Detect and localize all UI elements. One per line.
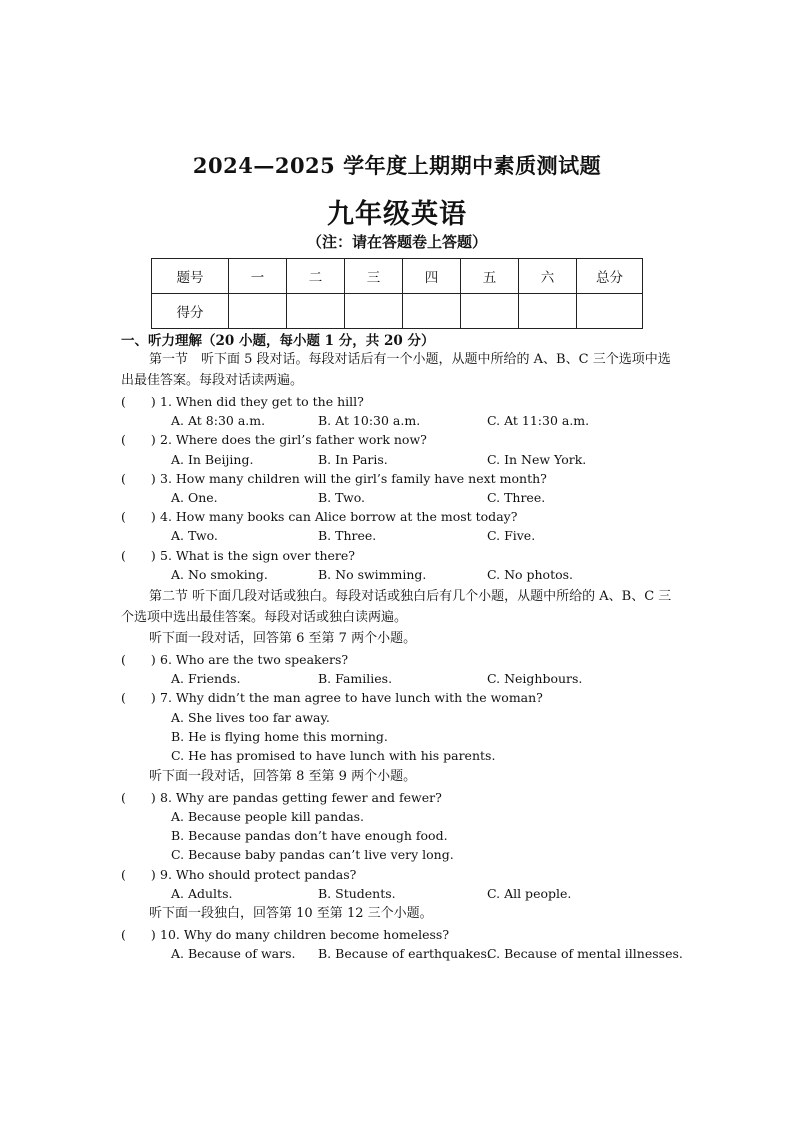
part1-intro: 第一节 听下面 5 段对话。每段对话后有一个小题，从题中所给的 A、B、C 三个选项中选出最佳答案。每段对话读两遍。 bbox=[121, 352, 671, 388]
subject-title: 九年级英语 bbox=[327, 199, 467, 230]
question-stem: 7. Why didn’t the man agree to have lunch with the woman? bbox=[160, 690, 543, 705]
option-a: A. At 8:30 a.m. bbox=[171, 413, 266, 428]
score-cell[interactable] bbox=[519, 294, 577, 329]
option-a: A. Because of wars. bbox=[171, 946, 296, 961]
option-a: A. Adults. bbox=[171, 886, 233, 901]
score-table bbox=[151, 258, 643, 329]
option-a: A. In Beijing. bbox=[171, 452, 254, 467]
score-cell[interactable] bbox=[403, 294, 461, 329]
question-stem: 2. Where does the girl’s father work now? bbox=[160, 432, 427, 447]
option-b: B. Because pandas don’t have enough food. bbox=[171, 828, 448, 843]
option-b: B. No swimming. bbox=[318, 567, 427, 582]
answer-note: （注：请在答题卷上答题） bbox=[306, 233, 487, 251]
option-b: B. Two. bbox=[318, 490, 366, 505]
answer-blank[interactable]: ( ) bbox=[121, 652, 156, 667]
part2-intro: 第二节 听下面几段对话或独白。每段对话或独白后有几个小题，从题中所给的 A、B、C 三个选项中选出最佳答案。每段对话或独白读两遍。 bbox=[121, 589, 672, 625]
option-c: C. At 11:30 a.m. bbox=[487, 413, 590, 428]
score-cell[interactable] bbox=[229, 294, 287, 329]
question-stem: 1. When did they get to the hill? bbox=[160, 394, 364, 409]
dialog-instruction: 听下面一段对话，回答第 6 至第 7 两个小题。 bbox=[149, 631, 417, 646]
option-b: B. Students. bbox=[318, 886, 396, 901]
option-c: C. He has promised to have lunch with his parents. bbox=[171, 748, 496, 763]
option-b: B. He is flying home this morning. bbox=[171, 729, 388, 744]
option-a: A. One. bbox=[171, 490, 218, 505]
dialog-instruction: 听下面一段对话，回答第 8 至第 9 两个小题。 bbox=[149, 769, 417, 784]
score-row-label: 得分 bbox=[152, 294, 229, 329]
score-cell[interactable] bbox=[461, 294, 519, 329]
answer-blank[interactable]: ( ) bbox=[121, 471, 156, 486]
score-cell[interactable] bbox=[577, 294, 643, 329]
answer-blank[interactable]: ( ) bbox=[121, 548, 156, 563]
question-stem: 8. Why are pandas getting fewer and fewer? bbox=[160, 790, 442, 805]
question-stem: 9. Who should protect pandas? bbox=[160, 867, 357, 882]
score-header-cell: 五 bbox=[461, 259, 519, 294]
option-c: C. In New York. bbox=[487, 452, 587, 467]
score-table-row bbox=[152, 294, 643, 329]
option-c: C. Because of mental illnesses. bbox=[487, 946, 683, 961]
score-header-cell: 四 bbox=[403, 259, 461, 294]
option-a: A. Two. bbox=[171, 528, 218, 543]
score-table-header-row bbox=[152, 259, 643, 294]
question-stem: 3. How many children will the girl’s family have next month? bbox=[160, 471, 547, 486]
option-b: B. Families. bbox=[318, 671, 393, 686]
option-a: A. She lives too far away. bbox=[171, 710, 330, 725]
question-stem: 4. How many books can Alice borrow at the most today? bbox=[160, 509, 518, 524]
answer-blank[interactable]: ( ) bbox=[121, 509, 156, 524]
score-header-cell: 总分 bbox=[577, 259, 643, 294]
monologue-instruction: 听下面一段独白，回答第 10 至第 12 三个小题。 bbox=[149, 906, 433, 921]
score-header-cell: 三 bbox=[345, 259, 403, 294]
option-b: B. At 10:30 a.m. bbox=[318, 413, 421, 428]
score-header-cell: 题号 bbox=[152, 259, 229, 294]
option-c: C. Because baby pandas can’t live very long. bbox=[171, 847, 454, 862]
option-c: C. Neighbours. bbox=[487, 671, 583, 686]
section-title: 一、听力理解（20 小题，每小题 1 分，共 20 分） bbox=[121, 333, 435, 349]
score-header-cell: 二 bbox=[287, 259, 345, 294]
answer-blank[interactable]: ( ) bbox=[121, 690, 156, 705]
score-header-cell: 一 bbox=[229, 259, 287, 294]
option-b: B. In Paris. bbox=[318, 452, 388, 467]
option-a: A. Because people kill pandas. bbox=[171, 809, 365, 824]
option-b: B. Because of earthquakes. bbox=[318, 946, 491, 961]
question-stem: 6. Who are the two speakers? bbox=[160, 652, 349, 667]
option-a: A. Friends. bbox=[171, 671, 241, 686]
score-header-cell: 六 bbox=[519, 259, 577, 294]
question-stem: 5. What is the sign over there? bbox=[160, 548, 355, 563]
question-stem: 10. Why do many children become homeless? bbox=[160, 927, 450, 942]
score-cell[interactable] bbox=[287, 294, 345, 329]
score-cell[interactable] bbox=[345, 294, 403, 329]
answer-blank[interactable]: ( ) bbox=[121, 394, 156, 409]
option-c: C. All people. bbox=[487, 886, 572, 901]
answer-blank[interactable]: ( ) bbox=[121, 790, 156, 805]
option-a: A. No smoking. bbox=[171, 567, 268, 582]
option-c: C. No photos. bbox=[487, 567, 574, 582]
answer-blank[interactable]: ( ) bbox=[121, 432, 156, 447]
option-c: C. Five. bbox=[487, 528, 536, 543]
option-c: C. Three. bbox=[487, 490, 546, 505]
answer-blank[interactable]: ( ) bbox=[121, 927, 156, 942]
answer-blank[interactable]: ( ) bbox=[121, 867, 156, 882]
option-b: B. Three. bbox=[318, 528, 377, 543]
exam-title: 2024—2025 学年度上期期中素质测试题 bbox=[192, 153, 602, 178]
